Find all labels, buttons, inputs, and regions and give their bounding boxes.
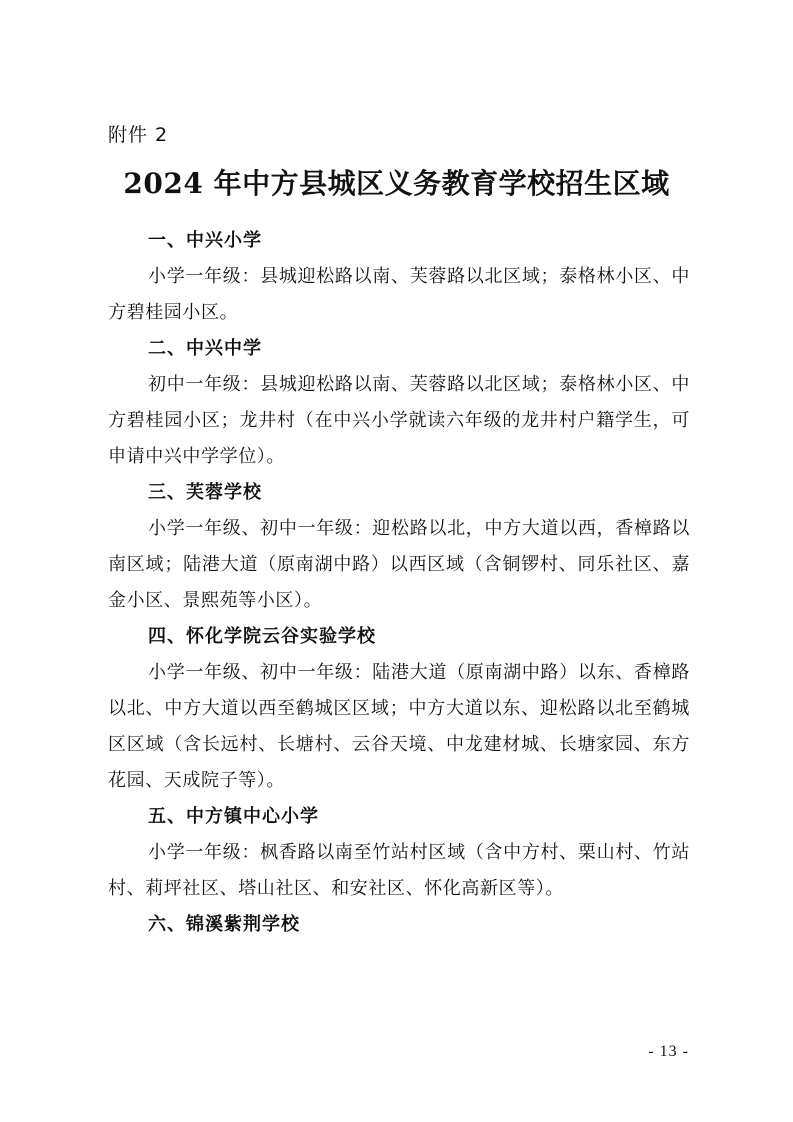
page-number: - 13 - xyxy=(648,1043,689,1060)
section-2 xyxy=(108,331,690,475)
section-heading: 六、锦溪紫荆学校 xyxy=(148,914,300,935)
document-body xyxy=(108,223,690,943)
section-text: 初中一年级：县城迎松路以南、芙蓉路以北区域；泰格林小区、中方碧桂园小区；龙井村（在中兴小学就读六年级的龙井村户籍学生，可申请中兴中学学位）。 xyxy=(108,374,690,467)
document-title: 2024 年中方县城区义务教育学校招生区域 xyxy=(123,167,670,200)
section-text: 小学一年级、初中一年级：迎松路以北，中方大道以西，香樟路以南区域；陆港大道（原南湖中路）以西区域（含铜锣村、同乐社区、嘉金小区、景熙苑等小区）。 xyxy=(108,518,690,611)
section-heading: 一、中兴小学 xyxy=(148,230,262,251)
section-heading: 二、中兴中学 xyxy=(148,338,262,359)
section-text: 小学一年级、初中一年级：陆港大道（原南湖中路）以东、香樟路以北、中方大道以西至鹤城区区域；中方大道以东、迎松路以北至鹤城区区域（含长远村、长塘村、云谷天境、中龙建材城、长塘家园、东方花园、天成院子等）。 xyxy=(108,662,690,791)
section-heading: 三、芙蓉学校 xyxy=(148,482,262,503)
section-heading: 四、怀化学院云谷实验学校 xyxy=(148,626,376,647)
section-3 xyxy=(108,475,690,619)
section-6 xyxy=(108,907,690,943)
section-text: 小学一年级：县城迎松路以南、芙蓉路以北区域；泰格林小区、中方碧桂园小区。 xyxy=(108,266,690,323)
section-1 xyxy=(108,223,690,331)
section-text: 小学一年级：枫香路以南至竹站村区域（含中方村、栗山村、竹站村、莉坪社区、塔山社区、和安社区、怀化高新区等）。 xyxy=(108,842,690,899)
section-heading: 五、中方镇中心小学 xyxy=(148,806,319,827)
section-4 xyxy=(108,619,690,799)
section-5 xyxy=(108,799,690,907)
attachment-label: 附件 2 xyxy=(108,124,169,146)
